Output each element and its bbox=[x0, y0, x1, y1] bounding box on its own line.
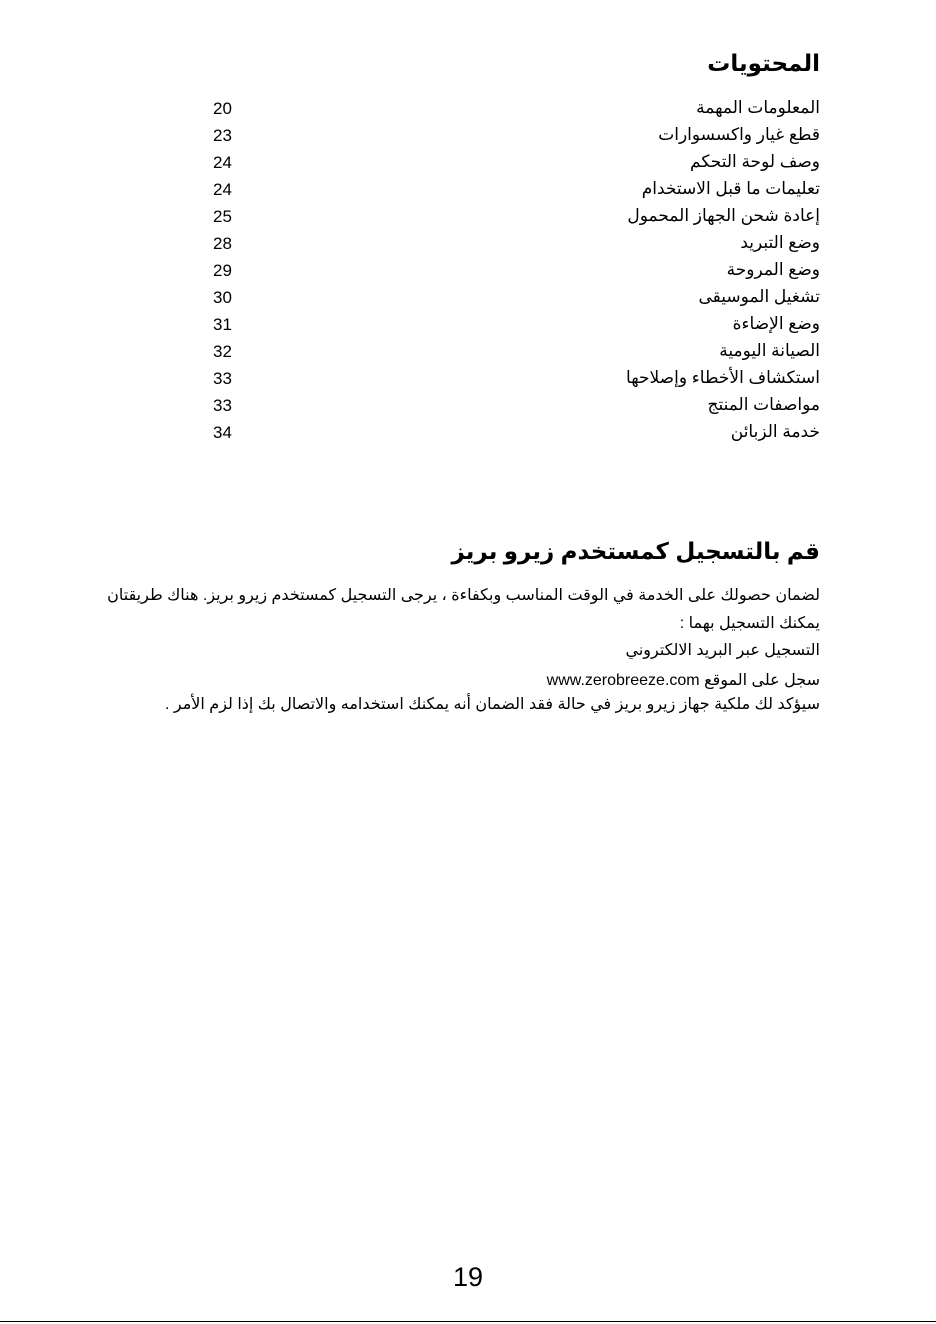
toc-entry-page: 29 bbox=[213, 261, 232, 280]
toc-entry-title: تشغيل الموسيقى bbox=[698, 287, 820, 306]
toc-entry-title: مواصفات المنتج bbox=[707, 395, 820, 414]
toc-heading: المحتويات bbox=[707, 50, 820, 76]
toc-entry-title: قطع غيار واكسسوارات bbox=[658, 125, 820, 144]
toc-entry bbox=[180, 420, 820, 447]
toc-entry bbox=[180, 366, 820, 393]
registration-heading: قم بالتسجيل كمستخدم زيرو بريز bbox=[451, 538, 820, 564]
toc-entry-title: استكشاف الأخطاء وإصلاحها bbox=[626, 368, 820, 387]
toc-entry-page: 25 bbox=[213, 207, 232, 226]
website-link[interactable]: www.zerobreeze.com bbox=[546, 672, 700, 689]
toc-entry-page: 33 bbox=[213, 369, 232, 388]
toc-entry bbox=[180, 123, 820, 150]
bottom-rule bbox=[0, 1321, 936, 1322]
toc-entry-page: 33 bbox=[213, 396, 232, 415]
registration-line-4-prefix: سجل على الموقع bbox=[704, 672, 820, 689]
page-number: 19 bbox=[452, 1262, 484, 1292]
toc-entry bbox=[180, 231, 820, 258]
toc-entry bbox=[180, 393, 820, 420]
toc-entry-title: وصف لوحة التحكم bbox=[690, 152, 820, 171]
toc-entry-page: 24 bbox=[213, 153, 232, 172]
toc-entry-title: الصيانة اليومية bbox=[719, 341, 820, 360]
toc-entry-page: 32 bbox=[213, 342, 232, 361]
toc-entry bbox=[180, 177, 820, 204]
registration-line-5: سيؤكد لك ملكية جهاز زيرو بريز في حالة فقد الضمان أنه يمكنك استخدامه والاتصال بك إذا لزم الأمر . bbox=[164, 696, 820, 713]
toc-list bbox=[180, 96, 820, 447]
toc-entry bbox=[180, 285, 820, 312]
registration-line-4 bbox=[547, 670, 820, 690]
registration-line-1: لضمان حصولك على الخدمة في الوقت المناسب وبكفاءة ، يرجى التسجيل كمستخدم زيرو بريز. هناك طريقتان bbox=[107, 587, 820, 604]
toc-entry bbox=[180, 204, 820, 231]
toc-entry-title: إعادة شحن الجهاز المحمول bbox=[627, 206, 820, 225]
toc-entry-page: 31 bbox=[213, 315, 232, 334]
toc-entry-page: 30 bbox=[213, 288, 232, 307]
registration-line-3: التسجيل عبر البريد الالكتروني bbox=[625, 642, 820, 659]
toc-entry-page: 20 bbox=[213, 99, 232, 118]
toc-entry-title: تعليمات ما قبل الاستخدام bbox=[641, 179, 820, 198]
toc-entry-page: 23 bbox=[213, 126, 232, 145]
toc-entry-title: وضع الإضاءة bbox=[732, 314, 820, 333]
toc-entry-title: وضع المروحة bbox=[726, 260, 820, 279]
toc-entry-page: 28 bbox=[213, 234, 232, 253]
toc-entry bbox=[180, 339, 820, 366]
toc-entry-title: وضع التبريد bbox=[740, 233, 820, 252]
toc-entry bbox=[180, 258, 820, 285]
toc-entry bbox=[180, 312, 820, 339]
toc-entry bbox=[180, 150, 820, 177]
toc-entry bbox=[180, 96, 820, 123]
toc-entry-page: 34 bbox=[213, 423, 232, 442]
registration-line-2: يمكنك التسجيل بهما : bbox=[679, 615, 820, 632]
toc-entry-title: المعلومات المهمة bbox=[696, 98, 820, 117]
toc-entry-title: خدمة الزبائن bbox=[730, 422, 820, 441]
toc-entry-page: 24 bbox=[213, 180, 232, 199]
